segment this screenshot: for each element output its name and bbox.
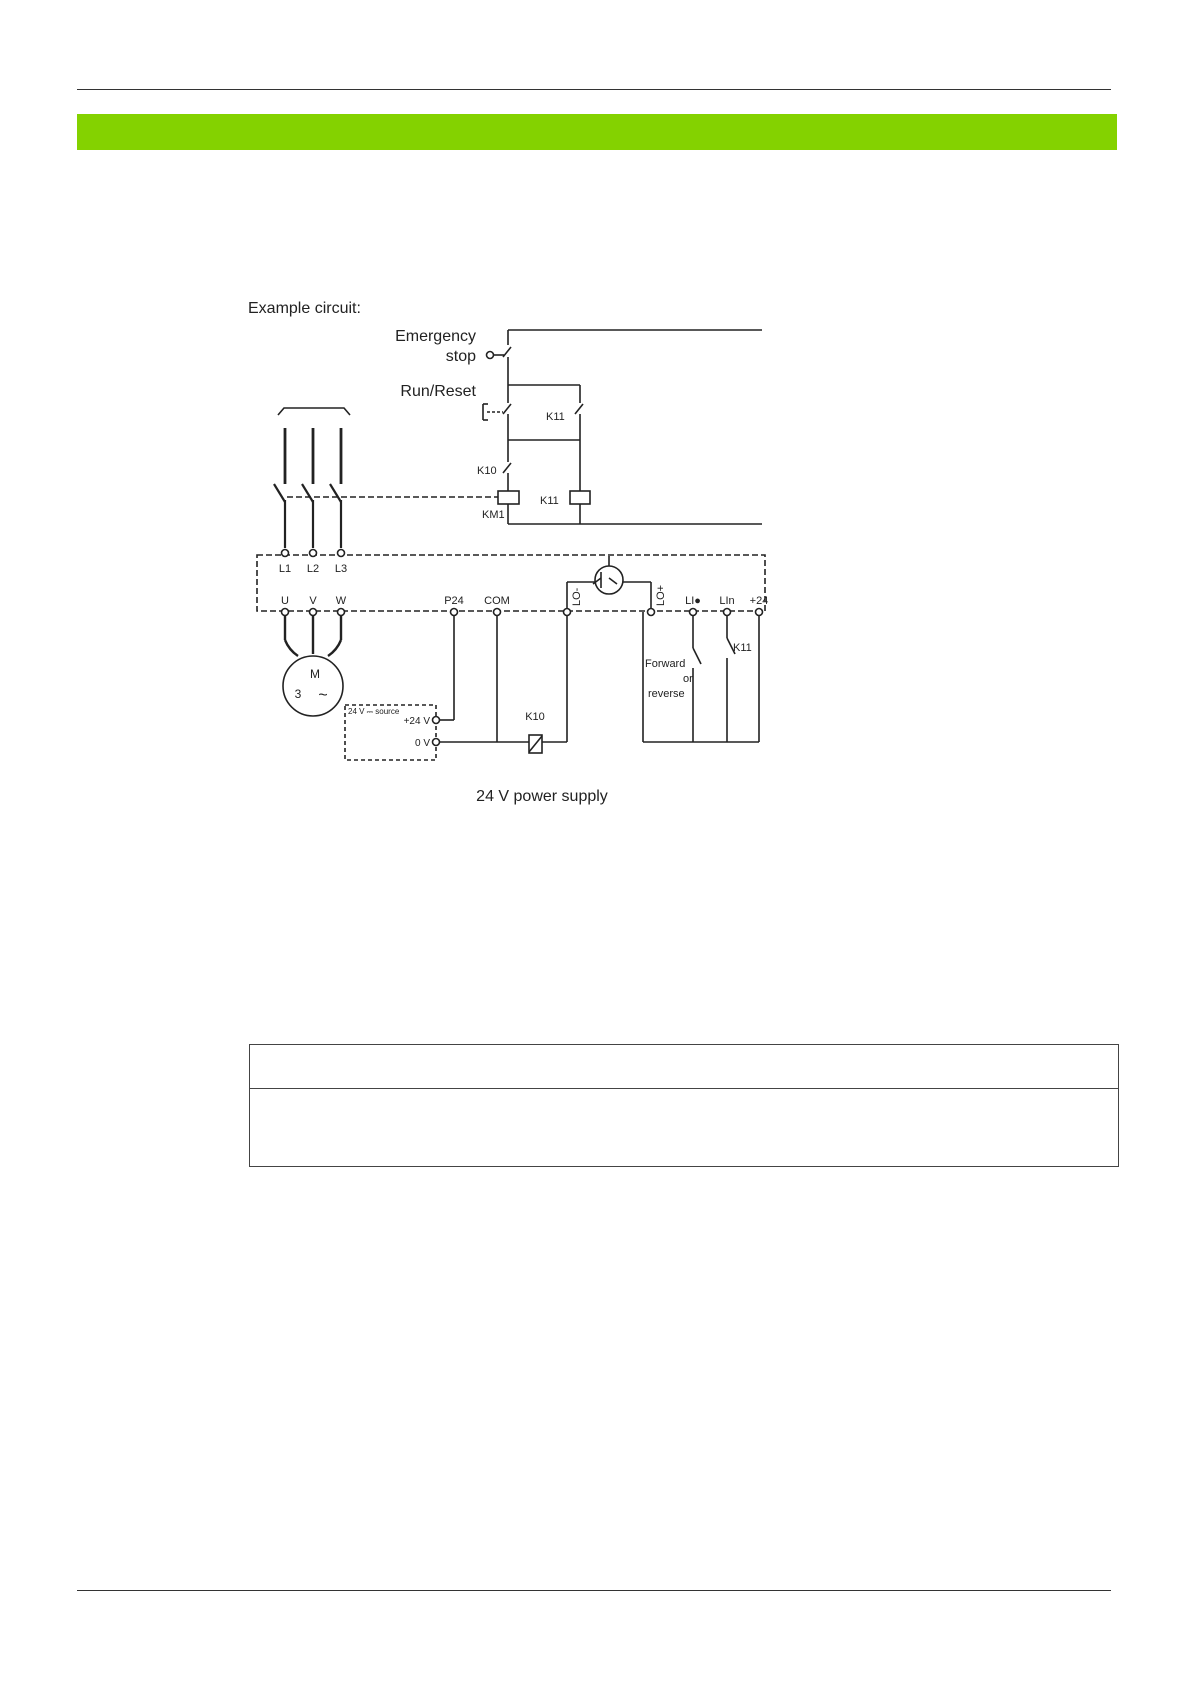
source-plus24v: +24 V: [403, 716, 430, 727]
terminal-li-dot: LI●: [685, 595, 701, 607]
k10-contact-label: K10: [477, 465, 497, 477]
terminal-lin: LIn: [719, 595, 735, 607]
power-bracket: [278, 408, 350, 415]
emergency-stop-label-2: stop: [445, 348, 476, 365]
k11-contact-label: K11: [546, 411, 565, 423]
terminal-v: V: [309, 595, 317, 607]
diagram-heading: Example circuit:: [248, 300, 361, 317]
terminal-l3: L3: [334, 563, 348, 575]
terminal-p24: P24: [444, 595, 464, 607]
terminal-lo-minus: LO-: [571, 587, 583, 606]
terminal-w: W: [335, 595, 347, 607]
terminal-l2: L2: [306, 563, 320, 575]
k10-coil-label: K10: [525, 711, 545, 723]
footer-rule: [77, 1590, 1111, 1591]
emergency-stop-label: Emergency: [395, 328, 476, 345]
source-label: 24 V ⎓ source: [348, 707, 400, 716]
terminal-plus24: +24: [749, 595, 769, 607]
note-divider: [250, 1088, 1118, 1089]
source-0v: 0 V: [414, 738, 430, 749]
emergency-stop-knob: [487, 352, 494, 359]
forward-or-label: or: [683, 673, 693, 685]
motor-phase-label: 3: [294, 687, 302, 701]
terminal-com: COM: [484, 595, 510, 607]
k11-coil: [570, 491, 590, 504]
run-reset-label: Run/Reset: [400, 383, 476, 400]
motor-m-label: M: [310, 667, 320, 681]
km1-coil-label: KM1: [482, 509, 505, 521]
k11-li-contact-label: K11: [733, 642, 752, 654]
note-box: [249, 1044, 1119, 1167]
forward-reverse-label: reverse: [648, 688, 685, 700]
motor-ac-symbol: ~: [318, 687, 328, 704]
forward-label: Forward: [645, 658, 686, 670]
terminal-lo-plus: LO+: [655, 584, 667, 606]
terminal-u: U: [281, 595, 289, 607]
terminal-l1: L1: [278, 563, 292, 575]
k11-coil-label: K11: [540, 495, 559, 507]
motor: [283, 656, 343, 716]
diagram-caption: 24 V power supply: [476, 788, 608, 805]
km1-coil: [498, 491, 519, 504]
